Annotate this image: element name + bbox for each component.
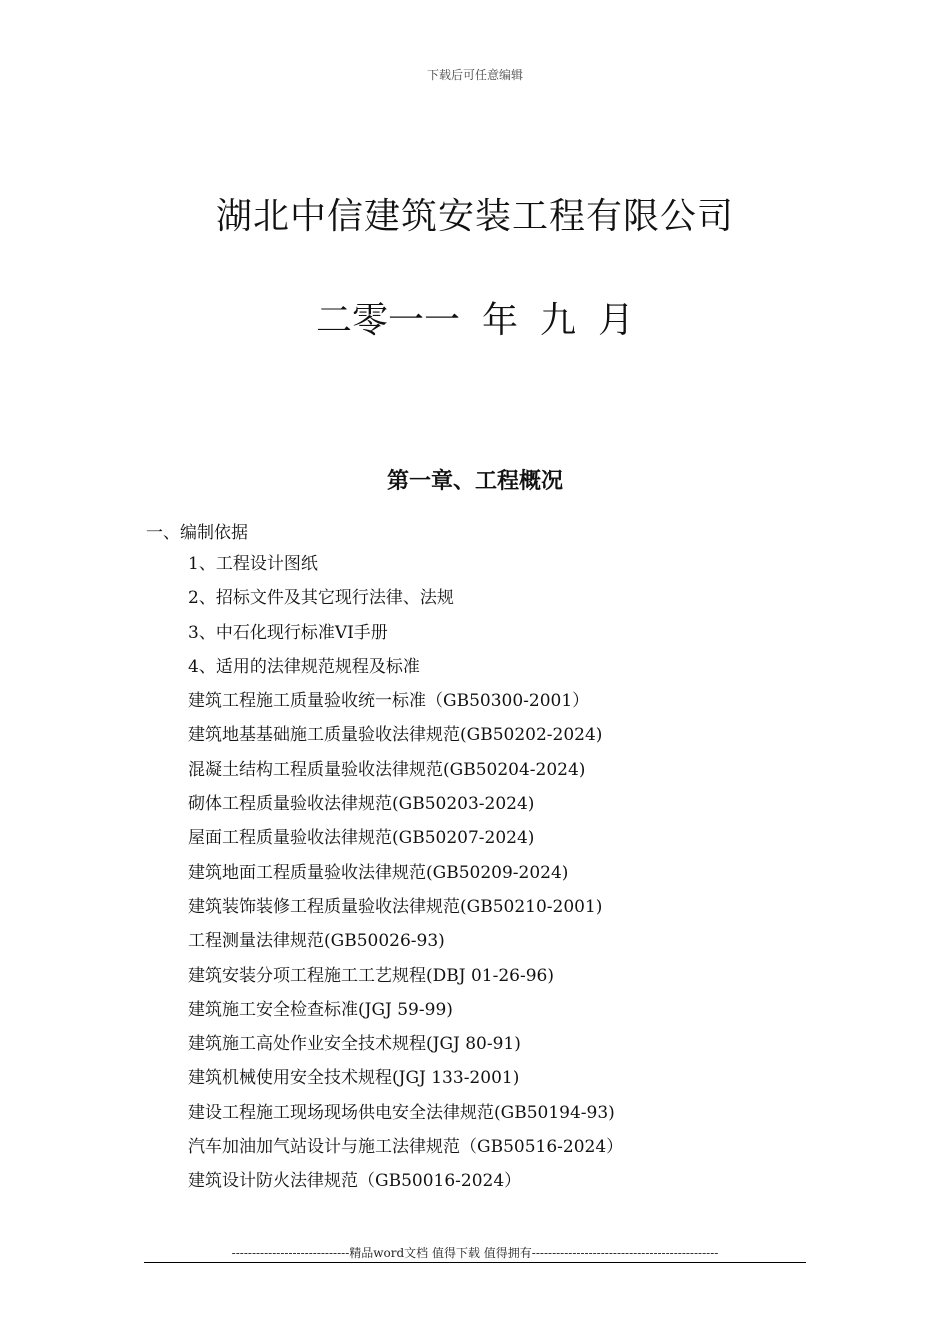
section-title: 一、编制依据 xyxy=(146,523,248,543)
footer-divider xyxy=(144,1262,806,1263)
list-item: 工程测量法律规范(GB50026-93) xyxy=(188,931,445,952)
list-item: 建筑工程施工质量验收统一标准（GB50300-2001） xyxy=(188,691,590,712)
basis-list xyxy=(188,549,623,1201)
list-item: 建筑地基基础施工质量验收法律规范(GB50202-2024) xyxy=(188,725,603,746)
date-year-label: 年 xyxy=(481,300,518,341)
list-item: 建筑安装分项工程施工工艺规程(DBJ 01-26-96) xyxy=(188,965,554,986)
list-item: 屋面工程质量验收法律规范(GB50207-2024) xyxy=(188,828,535,849)
list-item: 建筑施工高处作业安全技术规程(JGJ 80-91) xyxy=(188,1034,521,1055)
date-month-number: 九 xyxy=(540,300,577,341)
page-header-note: 下载后可任意编辑 xyxy=(426,68,523,82)
date-month-label: 月 xyxy=(598,300,635,341)
list-item: 砌体工程质量验收法律规范(GB50203-2024) xyxy=(188,794,535,815)
list-item: 建设工程施工现场现场供电安全法律规范(GB50194-93) xyxy=(188,1102,615,1123)
list-item: 2、招标文件及其它现行法律、法规 xyxy=(188,588,454,609)
date-year-number: 二零一一 xyxy=(315,300,460,341)
page-footer-text: -----------------------------精品word文档 值得下载 值得拥有---------------------------------------------- xyxy=(231,1246,719,1260)
list-item: 建筑地面工程质量验收法律规范(GB50209-2024) xyxy=(188,862,569,883)
list-item: 建筑施工安全检查标准(JGJ 59-99) xyxy=(188,999,453,1020)
list-item: 4、适用的法律规范规程及标准 xyxy=(188,656,420,677)
cover-date xyxy=(0,292,950,343)
list-item: 汽车加油加气站设计与施工法律规范（GB50516-2024） xyxy=(188,1137,624,1158)
list-item: 建筑设计防火法律规范（GB50016-2024） xyxy=(188,1171,522,1192)
company-name: 湖北中信建筑安装工程有限公司 xyxy=(215,196,734,237)
list-item: 建筑装饰装修工程质量验收法律规范(GB50210-2001) xyxy=(188,896,603,917)
list-item: 混凝土结构工程质量验收法律规范(GB50204-2024) xyxy=(188,759,586,780)
chapter-title: 第一章、工程概况 xyxy=(386,468,563,494)
list-item: 建筑机械使用安全技术规程(JGJ 133-2001) xyxy=(188,1068,520,1089)
list-item: 1、工程设计图纸 xyxy=(188,554,318,574)
list-item: 3、中石化现行标准VI手册 xyxy=(188,622,388,643)
